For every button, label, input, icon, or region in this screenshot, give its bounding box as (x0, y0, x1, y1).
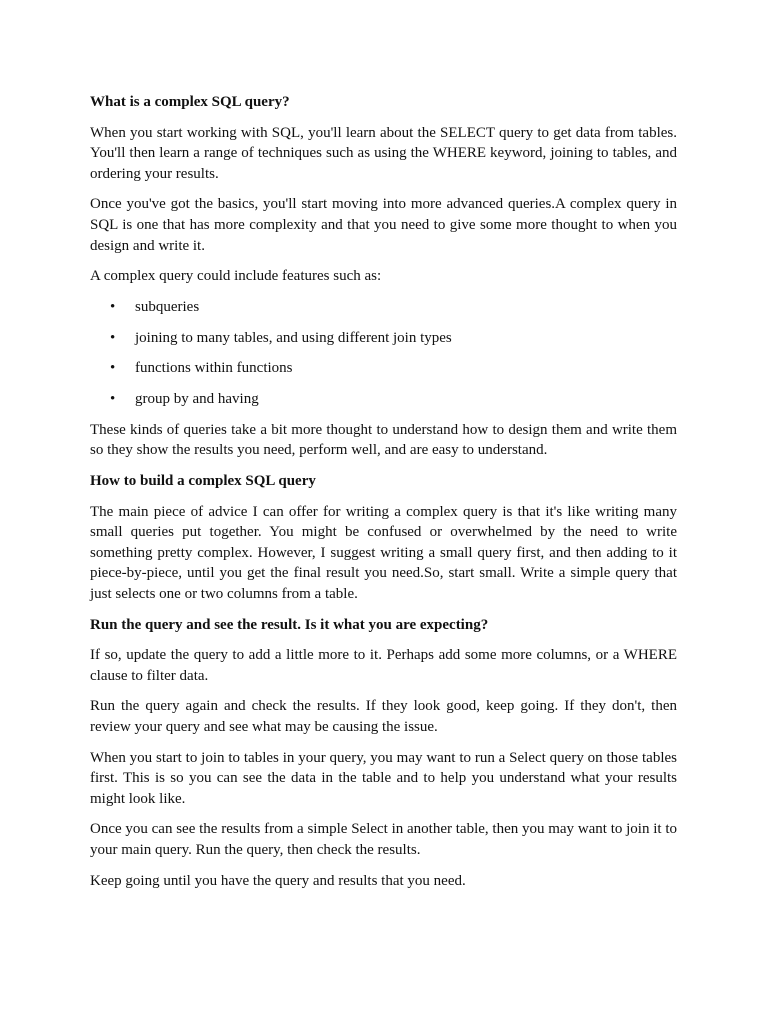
bullet-icon: • (110, 391, 116, 408)
list-item-text: group by and having (135, 391, 259, 408)
paragraph-join-main: Once you can see the results from a simple Select in another table, then you may want to join it to your main query. Run the query, then check the results. (90, 821, 677, 858)
list-item (90, 358, 677, 379)
list-item-text: joining to many tables, and using different join types (135, 329, 452, 346)
paragraph-intro: When you start working with SQL, you'll learn about the SELECT query to get data from tables. You'll then learn a range of techniques such as using the WHERE keyword, joining to tables, and ordering your results. (90, 124, 677, 182)
bullet-icon: • (110, 329, 116, 346)
heading-run-query: Run the query and see the result. Is it what you are expecting? (90, 616, 489, 633)
paragraph-features-intro: A complex query could include features such as: (90, 268, 382, 285)
list-item (90, 328, 677, 349)
list-item (90, 389, 677, 410)
list-item-text: subqueries (135, 298, 200, 315)
document-page (90, 92, 677, 901)
paragraph-advice: The main piece of advice I can offer for writing a complex query is that it's like writing many small queries put together. You might be confused or overwhelmed by the need to write something pretty complex. However, I suggest writing a small query first, and then adding to it piece-by-piece, until you get the final result you need.So, start small. Write a simple query that just selects one or two columns from a table. (90, 503, 677, 603)
heading-how-to-build: How to build a complex SQL query (90, 473, 316, 490)
paragraph-run-again: Run the query again and check the results. If they look good, keep going. If they don't, then review your query and see what may be causing the issue. (90, 698, 677, 735)
paragraph-thought: These kinds of queries take a bit more thought to understand how to design them and write them so they show the results you need, perform well, and are easy to understand. (90, 421, 677, 459)
paragraph-update-query: If so, update the query to add a little more to it. Perhaps add some more columns, or a WHERE clause to filter data. (90, 647, 677, 684)
bullet-icon: • (110, 298, 116, 315)
list-item (90, 297, 677, 318)
features-list (90, 297, 677, 410)
paragraph-advanced: Once you've got the basics, you'll start moving into more advanced queries.A complex query in SQL is one that has more complexity and that you need to give some more thought to when you design and write it. (90, 196, 677, 254)
paragraph-join-tables: When you start to join to tables in your query, you may want to run a Select query on those tables first. This is so you can see the data in the table and to help you understand what your results might look like. (90, 749, 677, 807)
bullet-icon: • (110, 360, 116, 377)
list-item-text: functions within functions (135, 360, 293, 377)
heading-what-is-complex-query: What is a complex SQL query? (90, 94, 290, 110)
paragraph-keep-going: Keep going until you have the query and results that you need. (90, 872, 466, 889)
